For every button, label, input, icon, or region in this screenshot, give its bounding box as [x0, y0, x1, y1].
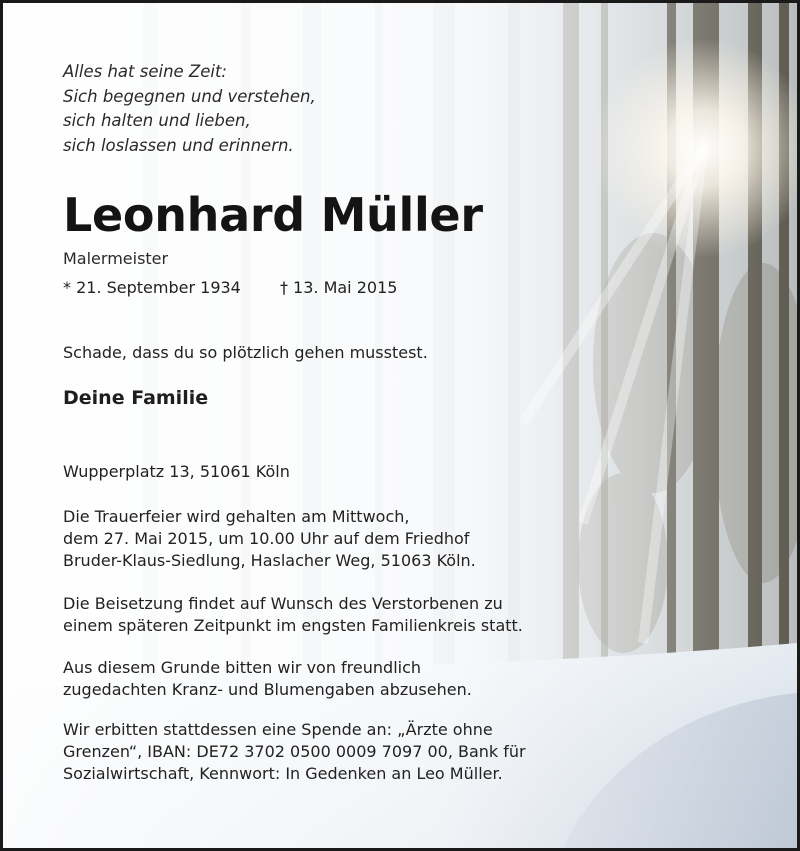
burial-info: [63, 593, 523, 637]
flowers-line: zugedachten Kranz- und Blumengaben abzusehen.: [63, 680, 472, 699]
obituary-content: [3, 3, 797, 848]
deceased-name: Leonhard Müller: [63, 188, 483, 242]
flowers-request: [63, 657, 472, 701]
life-dates: [63, 278, 397, 297]
ceremony-line: dem 27. Mai 2015, um 10.00 Uhr auf dem Friedhof: [63, 529, 470, 548]
poem-line: sich halten und lieben,: [63, 111, 251, 130]
poem-line: Alles hat seine Zeit:: [63, 62, 227, 81]
flowers-line: Aus diesem Grunde bitten wir von freundlich: [63, 658, 422, 677]
birth-date: * 21. September 1934: [63, 278, 241, 297]
ceremony-line: Die Trauerfeier wird gehalten am Mittwoch,: [63, 507, 410, 526]
family-signature: Deine Familie: [63, 387, 209, 409]
poem-line: sich loslassen und erinnern.: [63, 135, 294, 155]
donation-line: Grenzen“, IBAN: DE72 3702 0500 0009 7097 00, Bank für: [63, 742, 526, 761]
burial-line: Die Beisetzung findet auf Wunsch des Verstorbenen zu: [63, 594, 503, 613]
farewell-message: Schade, dass du so plötzlich gehen musstest.: [63, 343, 428, 362]
poem-line: Sich begegnen und verstehen,: [63, 86, 316, 106]
poem: [63, 60, 316, 158]
donation-line: Wir erbitten stattdessen eine Spende an: „Ärzte ohne: [63, 720, 493, 739]
deceased-profession: Malermeister: [63, 249, 169, 268]
burial-line: einem späteren Zeitpunkt im engsten Familienkreis statt.: [63, 616, 523, 635]
donation-line: Sozialwirtschaft, Kennwort: In Gedenken an Leo Müller.: [63, 764, 503, 783]
mourning-address: Wupperplatz 13, 51061 Köln: [63, 462, 290, 481]
death-date: † 13. Mai 2015: [279, 278, 398, 297]
donation-request: [63, 719, 526, 785]
ceremony-info: [63, 506, 476, 572]
ceremony-line: Bruder-Klaus-Siedlung, Haslacher Weg, 51063 Köln.: [63, 551, 476, 570]
